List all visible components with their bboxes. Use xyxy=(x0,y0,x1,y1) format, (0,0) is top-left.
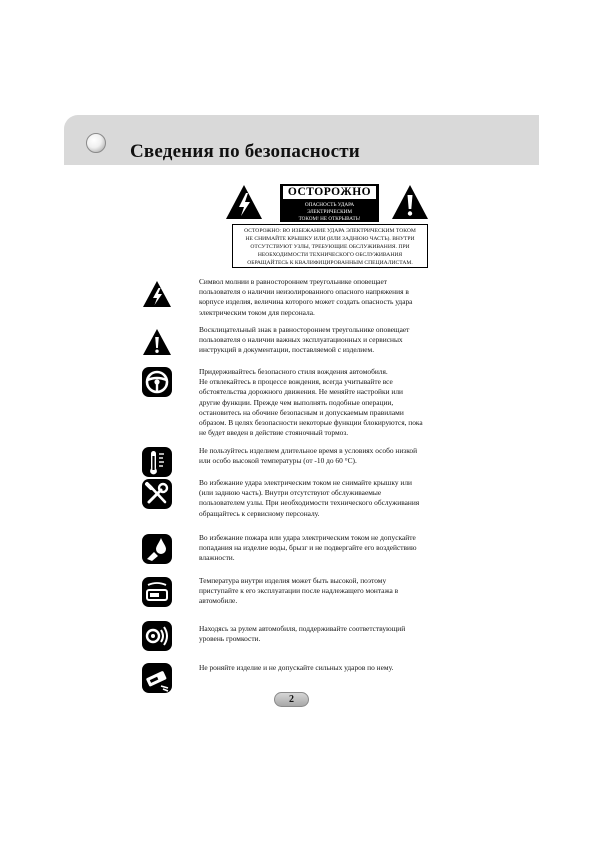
lightning-triangle-icon xyxy=(141,278,173,310)
caution-label xyxy=(280,184,379,222)
volume-icon xyxy=(141,620,173,652)
safety-item-text: Находясь за рулем автомобиля, поддерживайте соответствующий уровень громкости. xyxy=(199,624,406,644)
safety-item-text: Во избежание пожара или удара электрическим током не допускайте попадания на изделие воды, брызг и не подвергайте его воздействию влажности. xyxy=(199,533,417,563)
drop-device-icon xyxy=(141,662,173,694)
page-number: 2 xyxy=(274,692,309,707)
water-drop-icon xyxy=(141,533,173,565)
lightning-triangle-icon xyxy=(225,184,263,220)
caution-notice: ОСТОРОЖНО: ВО ИЗБЕЖАНИЕ УДАРА ЭЛЕКТРИЧЕСКИМ ТОКОМ НЕ СНИМАЙТЕ КРЫШКУ ИЛИ (ИЛИ ЗАДНЮЮ ЧАСТЬ). ВНУТРИ ОТСУТСТВУЮТ УЗЛЫ, ТРЕБУЮЩИЕ ОБСЛУЖИВАНИЯ. ПРИ НЕОБХОДИМОСТИ ТЕХНИЧЕСКОГО ОБСЛУЖИВАНИЯ ОБРАЩАЙТЕСЬ К КВАЛИФИЦИРОВАННЫМ СПЕЦИАЛИСТАМ. xyxy=(232,224,428,268)
tools-icon xyxy=(141,478,173,510)
safety-item-text: Во избежание удара электрическим током не снимайте крышку или (или заднюю часть). Внутри отсутствуют обслуживаемые пользователем узлы. При необходимости технического обслуживания обращайтесь к сервисному персоналу. xyxy=(199,478,420,518)
caution-title: ОСТОРОЖНО xyxy=(283,186,376,199)
safety-item-text: Температура внутри изделия может быть высокой, поэтому приступайте к его эксплуатации после надлежащего монтажа в автомобиле. xyxy=(199,576,399,606)
header-bullet-icon xyxy=(86,133,106,153)
steering-wheel-icon xyxy=(141,366,173,398)
safety-item-text: Придерживайтесь безопасного стиля вождения автомобиля. Не отвлекайтесь в процессе вождения, всегда учитывайте все обстоятельства дорожного движения. Не меняйте настройки или другие функции. Прежде чем выполнять подобные операции, остановитесь на обочине безопасным и допускаемым правилами образом. В целях безопасности некоторые функции блокируются, пока не будет введен в действие стояночный тормоз. xyxy=(199,367,423,438)
safety-item-text: Не пользуйтесь изделием длительное время в условиях особо низкой или особо высокой температуры (от -10 до 60 °С). xyxy=(199,446,418,466)
thermometer-icon xyxy=(141,446,173,478)
exclamation-triangle-icon xyxy=(391,184,429,220)
safety-item-text: Не роняйте изделие и не допускайте сильных ударов по нему. xyxy=(199,663,394,672)
page-title: Сведения по безопасности xyxy=(130,141,360,162)
caution-subtitle: ОПАСНОСТЬ УДАРА ЭЛЕКТРИЧЕСКИМ ТОКОМ! НЕ ОТКРЫВАТЬ! xyxy=(298,202,361,222)
safety-item-text: Восклицательный знак в равностороннем треугольнике оповещает пользователя о наличии важных эксплуатационных и сервисных инструкций в документации, поставляемой с изделием. xyxy=(199,325,410,355)
hot-device-icon xyxy=(141,576,173,608)
exclamation-triangle-icon xyxy=(141,326,173,358)
safety-item-text: Символ молнии в равностороннем треугольнике оповещает пользователя о наличии неизолированного опасного напряжения в корпусе изделия, величина которого может создать опасность удара электрическим током для персонала. xyxy=(199,277,413,317)
